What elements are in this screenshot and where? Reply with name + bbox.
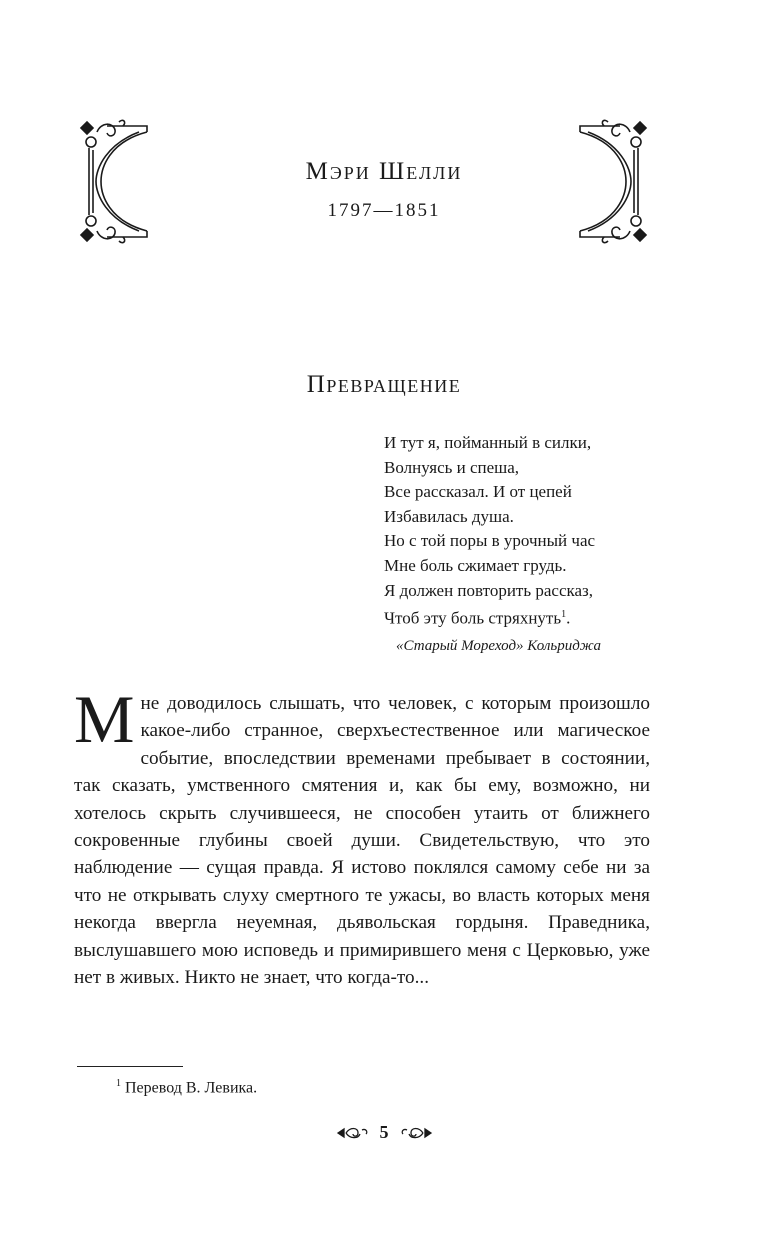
author-name: Мэри Шелли [305,158,463,185]
drop-cap: М [74,681,135,757]
story-title: Превращение [306,371,462,398]
epigraph [384,431,684,631]
epigraph-line: И тут я, пойманный в силки, [384,433,592,452]
footnote-text: Перевод В. Левика. [125,1079,258,1097]
epigraph-line: Мне боль сжимает грудь. [384,555,567,575]
epigraph-line: Волнуясь и спеша, [384,457,520,477]
body-text: не доводилось слышать, что человек, с которым произошло какое-либо странное, сверхъестественное или магическое событие, впоследствии временами пребывает в состоянии, так сказать, умственного смятения и, как бы ему, возможно, ни хотелось скрыть случившееся, не способен утаить от ближнего сокровенные глубины своей души. Свидетельствую, что это наблюдение — сущая правда. Я истово поклялся самому себе ни за что не открывать слуху смертного те ужасы, во власть которых меня некогда ввергла неуемная, дьявольская гордыня. Праведника, выслушавшего мою исповедь и примирившего меня с Церковью, уже нет в живых. Никто не знает, что когда-то... [74,693,650,989]
footnote-divider [77,1066,183,1067]
epigraph-last-line-text: Чтоб эту боль стряхнуть [384,608,562,628]
epigraph-line: Я должен повторить рассказ, [384,580,593,600]
footnote-marker: 1 [116,1078,121,1089]
epigraph-line: Все рассказал. И от цепей [384,482,572,502]
epigraph-attribution: «Старый Мореход» Кольриджа [396,638,602,654]
epigraph-line: Избавилась душа. [384,506,514,526]
left-flourish-icon [336,1126,370,1140]
epigraph-last-line: Чтоб эту боль стряхнуть$^1$. [384,608,571,628]
epigraph-line: Но с той поры в урочный час [384,531,596,551]
page-footer [0,1121,768,1143]
body-paragraph [74,681,650,991]
author-years: 1797—1851 [327,200,441,221]
right-flourish-icon [399,1126,433,1140]
page-number: 5 [379,1122,389,1143]
footnote-reference[interactable]: 1 [561,609,567,621]
footnote [116,1078,257,1097]
